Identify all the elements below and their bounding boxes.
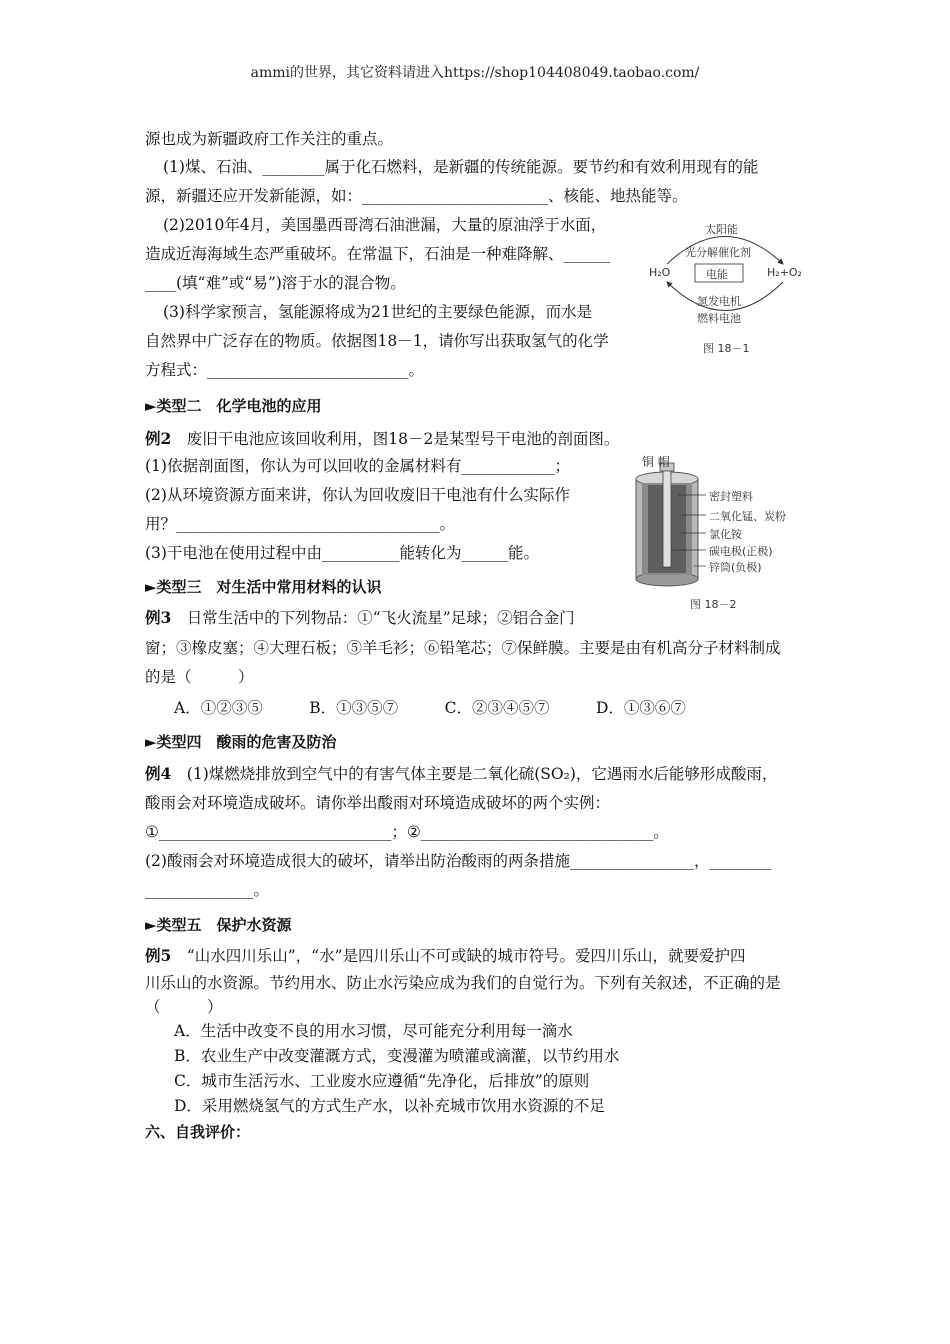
text-line: 方程式：__________________________。 <box>145 361 425 379</box>
example-label: 例5 <box>145 946 172 965</box>
text-line: 川乐山的水资源。节约用水、防止水污染应成为我们的自觉行为。下列有关叙述，不正确的是 <box>145 974 781 992</box>
question-2: (2)2010年4月，美国墨西哥湾石油泄漏，大量的原油浮于水面， <box>163 216 607 234</box>
text-line: 源也成为新疆政府工作关注的重点。 <box>145 130 394 148</box>
question-1: (1)煤、石油、________属于化石燃料，是新疆的传统能源。要节约和有效利用现有的能 <box>163 158 759 176</box>
text-line: (2)从环境资源方面来讲，你认为回收废旧干电池有什么实际作 <box>145 486 570 504</box>
text-line: 源，新疆还应开发新能源，如：________________________、核能、地热能等。 <box>145 187 688 205</box>
page-header: ammi的世界，其它资料请进入https://shop104408049.taobao.com/ <box>250 65 700 81</box>
text-line: (2)酸雨会对环境造成很大的破坏，请举出防治酸雨的两条措施________________，________ <box>145 852 772 870</box>
example-text: “山水四川乐山”，“水”是四川乐山不可或缺的城市符号。爱四川乐山，就要爱护四 <box>171 947 746 965</box>
example-5-line <box>145 945 746 967</box>
hydrogen-oxygen-label: H₂+O₂ <box>767 266 802 279</box>
example-text: 日常生活中的下列物品：①“飞火流星”足球；②铝合金门 <box>171 609 575 627</box>
figure-18-2 <box>630 455 800 613</box>
option-b: B．农业生产中改变灌溉方式，变漫灌为喷灌或滴灌，以节约用水 <box>174 1047 620 1065</box>
section-type-3: ►类型三 对生活中常用材料的认识 <box>145 578 382 596</box>
generator-label: 氢发电机 <box>697 295 741 308</box>
section-type-2: ►类型二 化学电池的应用 <box>145 397 322 415</box>
example-3-line <box>145 607 575 629</box>
text-line: ____(填“难”或“易”)溶于水的混合物。 <box>145 274 406 292</box>
water-label: H₂O <box>649 266 671 279</box>
example-text: 废旧干电池应该回收利用，图18－2是某型号干电池的剖面图。 <box>171 430 620 448</box>
section-type-4: ►类型四 酸雨的危害及防治 <box>145 733 337 751</box>
option-c: C．城市生活污水、工业废水应遵循“先净化，后排放”的原则 <box>174 1072 590 1090</box>
text-line: (3)干电池在使用过程中由__________能转化为______能。 <box>145 544 539 562</box>
text-line: ①______________________________；②______________________________。 <box>145 823 669 841</box>
text-line: 窗；③橡皮塞；④大理石板；⑤羊毛衫；⑥铅笔芯；⑦保鲜膜。主要是由有机高分子材料制成 <box>145 639 781 657</box>
text-line: （ ） <box>145 998 223 1016</box>
catalyst-label: 光分解催化剂 <box>685 246 751 259</box>
text-line: 用？__________________________________。 <box>145 515 456 533</box>
choice-options: A．①②③⑤ B．①③⑤⑦ C．②③④⑤⑦ D．①③⑥⑦ <box>174 699 686 717</box>
example-4-line <box>145 763 777 785</box>
electric-label: 电能 <box>706 268 728 281</box>
text-line: (1)依据剖面图，你认为可以回收的金属材料有____________； <box>145 457 570 475</box>
example-text: (1)煤燃烧排放到空气中的有害气体主要是二氧化硫(SO₂)，它遇雨水后能够形成酸雨， <box>171 765 778 783</box>
question-3: (3)科学家预言，氢能源将成为21世纪的主要绿色能源，而水是 <box>163 303 593 321</box>
section-type-5: ►类型五 保护水资源 <box>145 916 292 934</box>
figure-18-1 <box>645 214 815 359</box>
text-line: 造成近海海域生态严重破坏。在常温下，石油是一种难降解、______ <box>145 245 611 263</box>
fuel-cell-label: 燃料电池 <box>697 312 741 325</box>
part-label: 碳电极(正极) <box>709 545 773 558</box>
part-label: 密封塑料 <box>709 490 753 503</box>
part-label: 氯化铵 <box>709 528 742 541</box>
example-2-line <box>145 428 619 450</box>
solar-label: 太阳能 <box>705 223 738 236</box>
option-a: A．生活中改变不良的用水习惯，尽可能充分利用每一滴水 <box>174 1022 573 1040</box>
cap-label: 铜 帽 <box>642 455 670 469</box>
example-label: 例2 <box>145 429 172 448</box>
text-line: 自然界中广泛存在的物质。依据图18－1，请你写出获取氢气的化学 <box>145 332 609 350</box>
example-label: 例3 <box>145 608 172 627</box>
option-d: D．采用燃烧氢气的方式生产水，以补充城市饮用水资源的不足 <box>174 1097 605 1115</box>
part-label: 锌筒(负极) <box>709 561 762 574</box>
part-label: 二氧化锰、炭粉 <box>709 510 786 523</box>
text-line: 酸雨会对环境造成破坏。请你举出酸雨对环境造成破坏的两个实例： <box>145 794 611 812</box>
figure-caption: 图 18－2 <box>690 598 737 611</box>
example-label: 例4 <box>145 764 172 783</box>
text-line: ______________。 <box>145 881 270 899</box>
figure-caption: 图 18－1 <box>703 342 750 355</box>
self-evaluation-heading: 六、自我评价： <box>145 1123 251 1141</box>
text-line: 的是（ ） <box>145 668 254 686</box>
